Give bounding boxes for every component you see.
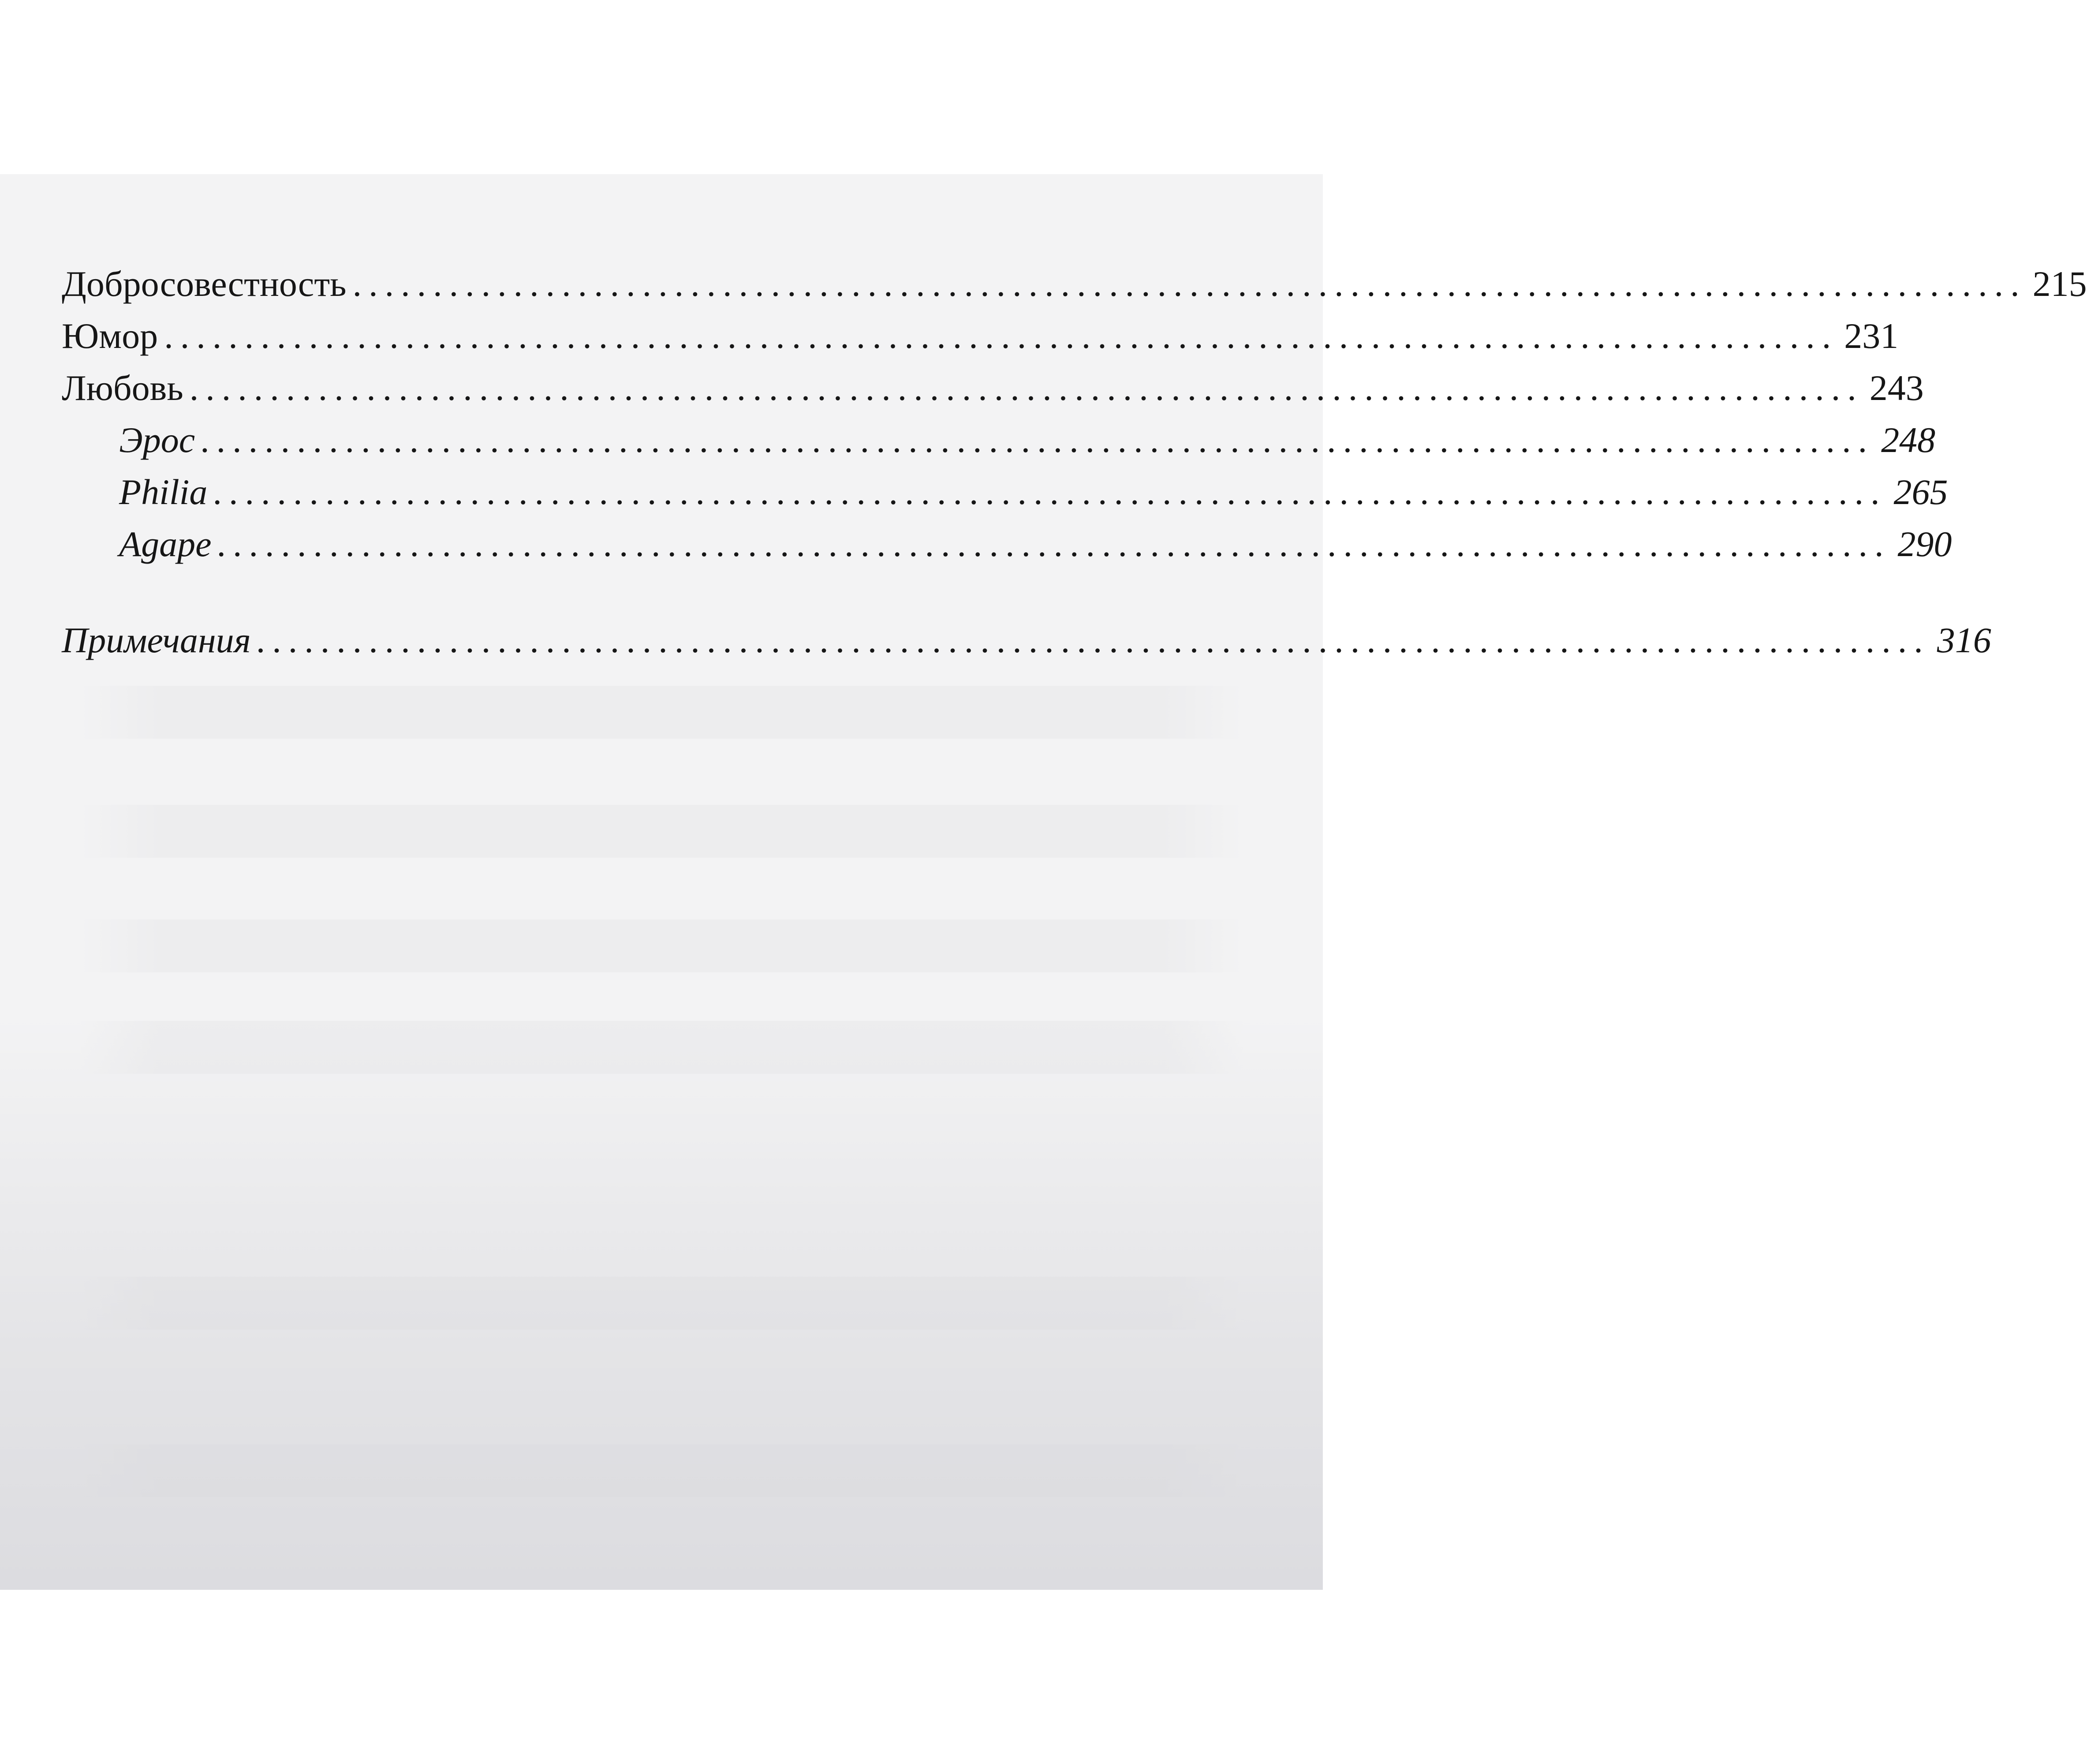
toc-subentry xyxy=(62,466,1948,518)
table-of-contents xyxy=(62,258,2087,666)
ghost-line xyxy=(0,686,1323,739)
ghost-line xyxy=(0,919,1323,972)
toc-entry-page: 265 xyxy=(1893,472,1948,512)
dot-leader: ........................................................................................................ xyxy=(213,472,1888,512)
toc-entry-page: 215 xyxy=(2032,264,2087,304)
ghost-line xyxy=(0,805,1323,858)
toc-entry-page: 231 xyxy=(1844,316,1899,356)
ghost-line xyxy=(0,1021,1323,1074)
dot-leader: ........................................................................................................ xyxy=(257,620,1931,660)
toc-entry-page: 316 xyxy=(1937,620,1991,660)
toc-entry xyxy=(62,310,1899,362)
dot-leader: ........................................................................................................ xyxy=(189,368,1863,408)
dot-leader: ........................................................................................................ xyxy=(164,316,1838,356)
toc-entry-title: Эрос xyxy=(119,420,195,460)
book-page xyxy=(0,174,2087,1590)
dot-leader: ........................................................................................................ xyxy=(201,420,1875,460)
toc-entry-title: Юмор xyxy=(62,316,158,356)
toc-entry-title: Добросовестность xyxy=(62,264,347,304)
dot-leader: ........................................................................................................ xyxy=(352,264,2027,304)
toc-entry-title: Agape xyxy=(119,524,212,564)
toc-entry-title: Примечания xyxy=(62,620,251,660)
toc-entry xyxy=(62,258,2087,310)
toc-entry-page: 290 xyxy=(1897,524,1952,564)
toc-subentry xyxy=(62,414,1936,466)
ghost-line xyxy=(0,1444,1323,1497)
page-shadow xyxy=(0,1017,1323,1590)
toc-entry-title: Philia xyxy=(119,472,208,512)
toc-entry xyxy=(62,362,1924,414)
toc-entry-title: Любовь xyxy=(62,368,183,408)
toc-entry-page: 248 xyxy=(1881,420,1936,460)
ghost-line xyxy=(0,1277,1323,1330)
toc-subentry xyxy=(62,518,1952,570)
toc-entry-page: 243 xyxy=(1869,368,1924,408)
dot-leader: ........................................................................................................ xyxy=(217,524,1892,564)
toc-entry-notes xyxy=(62,614,1991,666)
